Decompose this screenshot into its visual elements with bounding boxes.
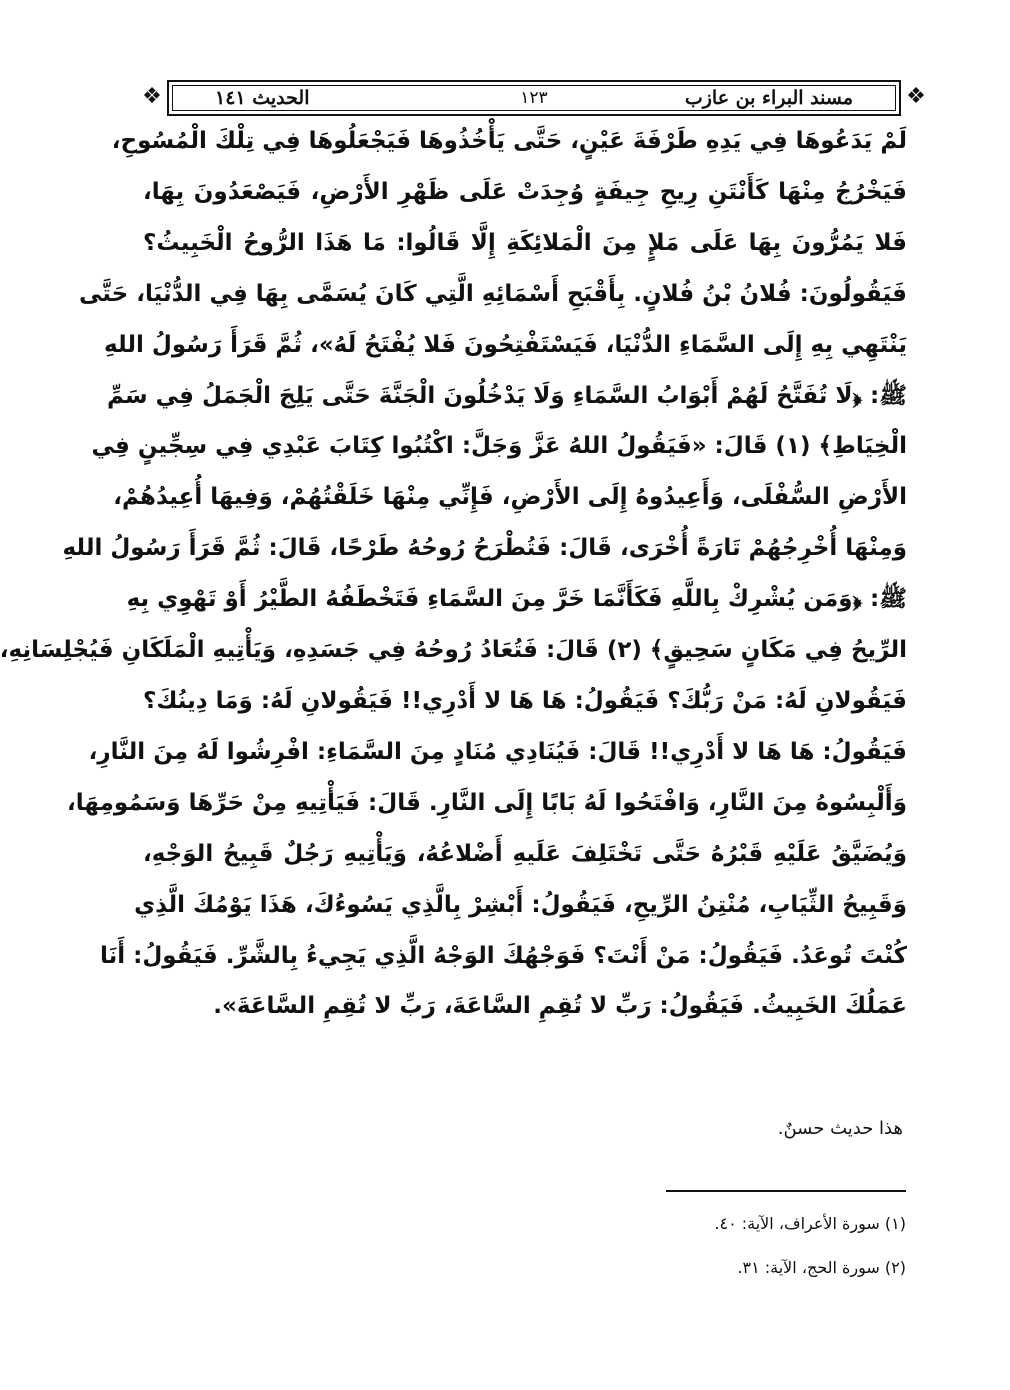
text-line: وَقَبِيحُ الثِّيَابِ، مُنْتِنُ الرِّيحِ، فَيَقُولُ: أَبْشِرْ بِالَّذِي يَسُوءُكَ، هَذَا يَوْمُكَ الَّذِي	[134, 891, 907, 918]
page-number: ١٢٣	[520, 88, 548, 108]
text-line: وَأَلْبِسُوهُ مِنَ النَّارِ، وَافْتَحُوا لَهُ بَابًا إِلَى النَّارِ. قَالَ: فَيَأْتِيهِ مِنْ حَرِّهَا وَسَمُومِهَا،	[67, 789, 907, 816]
text-line: فَيَقُولُونَ: فُلانُ بْنُ فُلانٍ. بِأَقْبَحِ أَسْمَائِهِ الَّتِي كَانَ يُسَمَّى بِهَا فِي الدُّنْيَا، حَتَّى	[79, 280, 907, 307]
text-line: فَيَقُولُ: هَا هَا لا أَدْرِي!! قَالَ: فَيُنَادِي مُنَادٍ مِنَ السَّمَاءِ: افْرِشُوا لَهُ مِنَ النَّارِ،	[88, 738, 907, 765]
text-line: ﷺ: ﴿وَمَن يُشْرِكْ بِاللَّهِ فَكَأَنَّمَا خَرَّ مِنَ السَّمَاءِ فَتَخْطَفُهُ الطَّيْرُ أَوْ تَهْوِي بِهِ	[126, 586, 907, 613]
text-line: وَيُضَيَّقُ عَلَيْهِ قَبْرُهُ حَتَّى تَخْتَلِفَ عَلَيهِ أَضْلاعُهُ، وَيَأْتِيهِ رَجُلٌ قَبِيحُ الوَجْهِ،	[143, 840, 907, 867]
text-line: الرِّيحُ فِي مَكَانٍ سَحِيقٍ﴾ (٢) قَالَ: فَتُعَادُ رُوحُهُ فِي جَسَدِهِ، وَيَأْتِيهِ الْمَلَكَانِ فَيُجْلِسَانِهِ،	[0, 637, 907, 664]
header-frame	[167, 80, 901, 116]
hadith-grading: هذا حديث حسنٌ.	[777, 1118, 903, 1139]
right-ornament-icon: ❖	[906, 84, 926, 109]
text-line: كُنْتَ تُوعَدُ. فَيَقُولُ: مَنْ أَنْتَ؟ فَوَجْهُكَ الوَجْهُ الَّذِي يَجِيءُ بِالشَّرِّ. فَيَقُولُ: أَنَا	[99, 942, 907, 969]
footnote-2: (٢) سورة الحج، الآية: ٣١.	[737, 1258, 906, 1277]
left-ornament-icon: ❖	[142, 84, 162, 109]
text-line: الْخِيَاطِ﴾ (١) قَالَ: «فَيَقُولُ اللهُ عَزَّ وَجَلَّ: اكْتُبُوا كِتَابَ عَبْدِي فِي سِجِّينٍ فِي	[91, 433, 907, 460]
text-line: فَيَقُولانِ لَهُ: مَنْ رَبُّكَ؟ فَيَقُولُ: هَا هَا لا أَدْرِي!! فَيَقُولانِ لَهُ: وَمَا دِينُكَ؟	[143, 687, 907, 714]
book-title: مسند البراء بن عازب	[684, 87, 853, 109]
footnote-divider	[666, 1190, 906, 1192]
running-header	[139, 80, 929, 114]
text-line: فَيَخْرُجُ مِنْهَا كَأَنْتَنِ رِيحِ جِيفَةٍ وُجِدَتْ عَلَى ظَهْرِ الأَرْضِ، فَيَصْعَدُونَ بِهَا،	[143, 178, 907, 205]
text-line: لَمْ يَدَعُوهَا فِي يَدِهِ طَرْفَةَ عَيْنٍ، حَتَّى يَأْخُذُوهَا فَيَجْعَلُوهَا فِي تِلْكَ الْمُسُوحِ،	[111, 128, 907, 154]
text-line: وَمِنْهَا أُخْرِجُهُمْ تَارَةً أُخْرَى، قَالَ: فَتُطْرَحُ رُوحُهُ طَرْحًا، قَالَ: ثُمَّ قَرَأَ رَسُولُ اللهِ	[62, 535, 907, 562]
footnote-1: (١) سورة الأعراف، الآية: ٤٠.	[714, 1214, 906, 1233]
text-line: يَنْتَهِي بِهِ إِلَى السَّمَاءِ الدُّنْيَا، فَيَسْتَفْتِحُونَ فَلا يُفْتَحُ لَهُ»، ثُمَّ قَرَأَ رَسُولُ اللهِ	[104, 331, 907, 358]
text-line: الأَرْضِ السُّفْلَى، وَأَعِيدُوهُ إِلَى الأَرْضِ، فَإِنِّي مِنْهَا خَلَقْتُهُمْ، وَفِيهَا أُعِيدُهُمْ،	[113, 484, 907, 511]
hadith-text	[0, 116, 907, 1032]
hadith-number: الحديث ١٤١	[215, 87, 310, 109]
text-line: فَلا يَمُرُّونَ بِهَا عَلَى مَلإٍ مِنَ الْمَلائِكَةِ إِلَّا قَالُوا: مَا هَذَا الرُّوحُ الْخَبِيثُ؟	[143, 229, 907, 256]
text-line: عَمَلُكَ الخَبِيثُ. فَيَقُولُ: رَبِّ لا تُقِمِ السَّاعَةَ، رَبِّ لا تُقِمِ السَّاعَةَ».	[213, 993, 907, 1020]
text-line: ﷺ: ﴿لَا تُفَتَّحُ لَهُمْ أَبْوَابُ السَّمَاءِ وَلَا يَدْخُلُونَ الْجَنَّةَ حَتَّى يَلِجَ الْجَمَلُ فِي سَمِّ	[106, 382, 907, 409]
